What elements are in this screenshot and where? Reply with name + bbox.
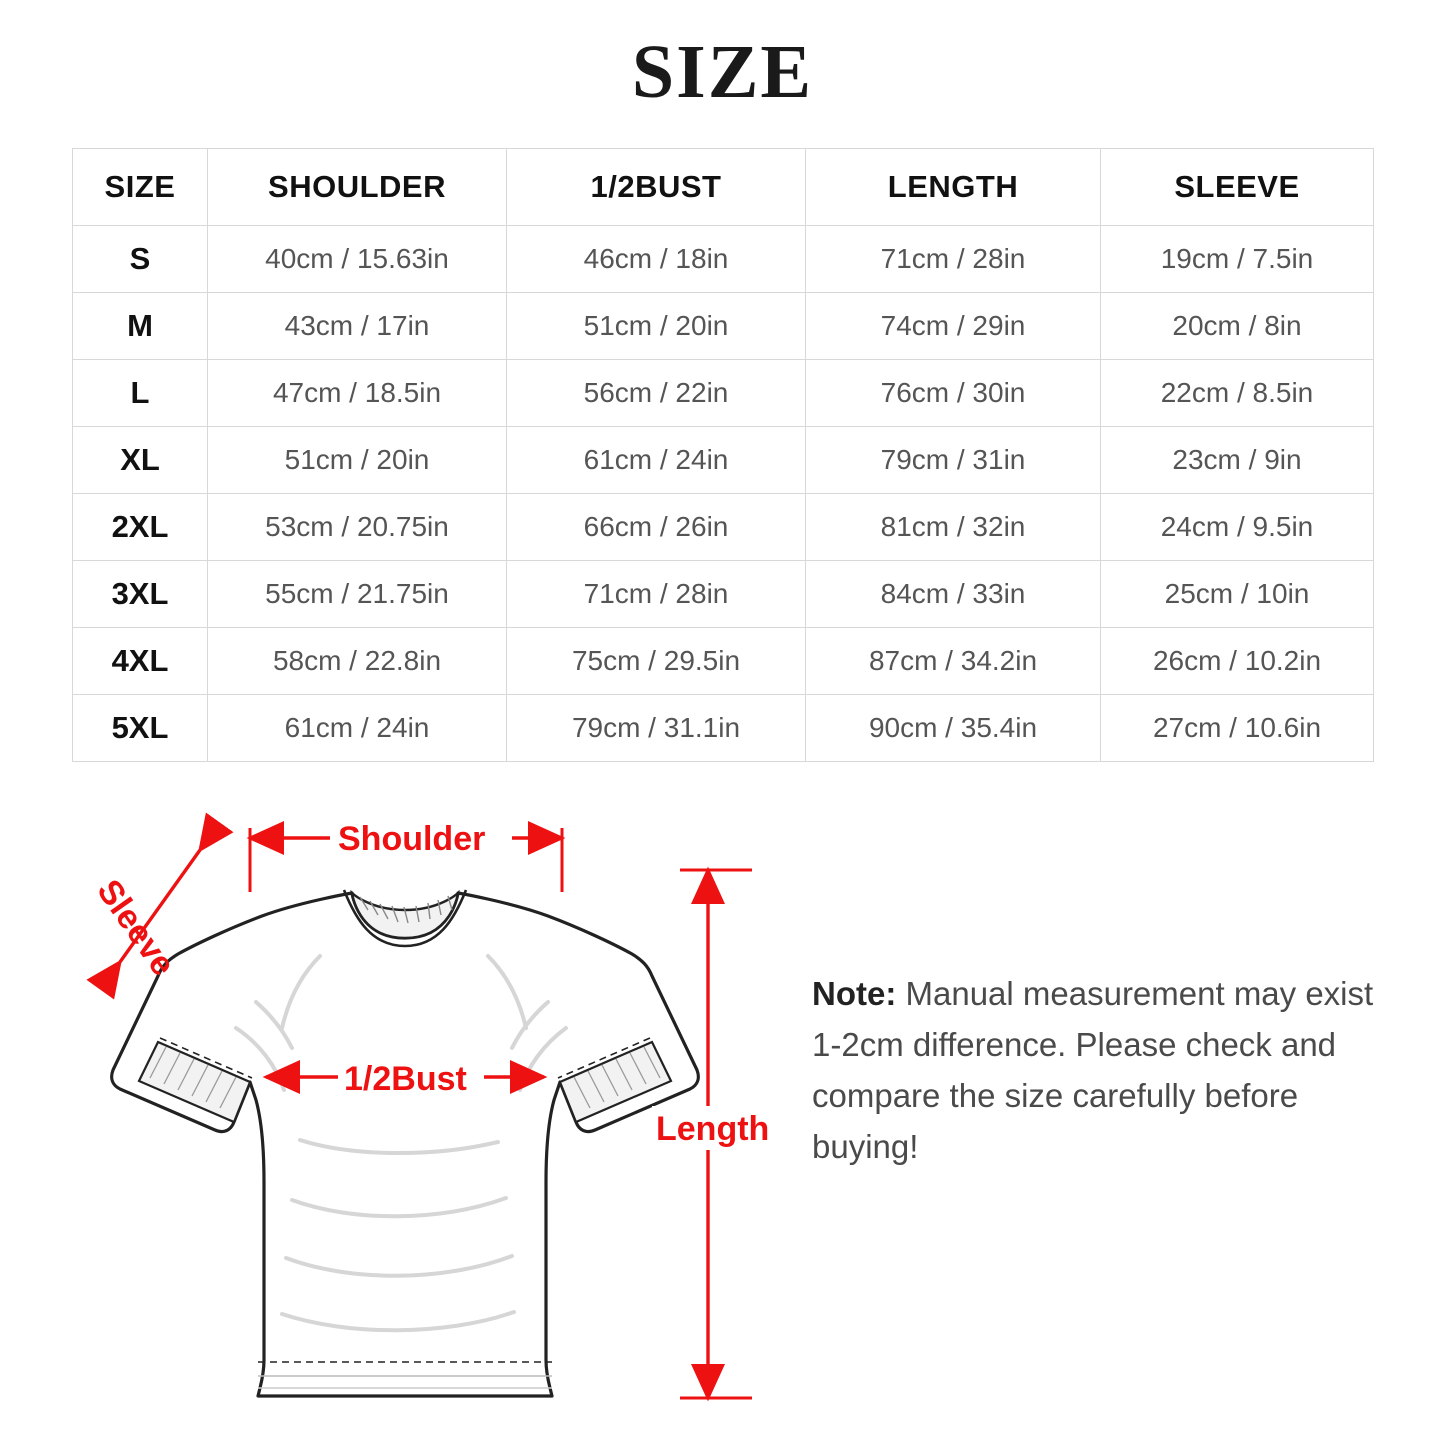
table-row [73,561,1374,628]
column-header-sleeve: SLEEVE [1101,149,1374,226]
size-chart-container [72,148,1373,762]
cell-size: XL [73,427,208,494]
table-row [73,695,1374,762]
table-row [73,293,1374,360]
cell-sleeve: 22cm / 8.5in [1101,360,1374,427]
cell-size: 2XL [73,494,208,561]
cell-shoulder: 53cm / 20.75in [208,494,507,561]
cell-shoulder: 58cm / 22.8in [208,628,507,695]
note-block [812,968,1397,1173]
length-dimension [652,870,769,1398]
table-row [73,360,1374,427]
cell-sleeve: 20cm / 8in [1101,293,1374,360]
column-header-shoulder: SHOULDER [208,149,507,226]
cell-sleeve: 27cm / 10.6in [1101,695,1374,762]
cell-bust: 75cm / 29.5in [507,628,806,695]
cell-shoulder: 47cm / 18.5in [208,360,507,427]
cell-size: 3XL [73,561,208,628]
cell-length: 71cm / 28in [806,226,1101,293]
table-row [73,494,1374,561]
cell-sleeve: 19cm / 7.5in [1101,226,1374,293]
cell-bust: 66cm / 26in [507,494,806,561]
table-row [73,226,1374,293]
cell-shoulder: 51cm / 20in [208,427,507,494]
cell-bust: 46cm / 18in [507,226,806,293]
cell-shoulder: 43cm / 17in [208,293,507,360]
cell-shoulder: 61cm / 24in [208,695,507,762]
table-row [73,427,1374,494]
page-title: SIZE [631,30,814,114]
shoulder-dimension [250,816,562,892]
cell-bust: 61cm / 24in [507,427,806,494]
length-label: Length [656,1110,770,1148]
table-header-row [73,149,1374,226]
cell-sleeve: 23cm / 9in [1101,427,1374,494]
cell-size: 4XL [73,628,208,695]
cell-length: 87cm / 34.2in [806,628,1101,695]
cell-size: 5XL [73,695,208,762]
cell-size: M [73,293,208,360]
cell-size: S [73,226,208,293]
cell-shoulder: 40cm / 15.63in [208,226,507,293]
shoulder-label: Shoulder [338,820,486,858]
cell-shoulder: 55cm / 21.75in [208,561,507,628]
cell-size: L [73,360,208,427]
cell-length: 84cm / 33in [806,561,1101,628]
column-header-length: LENGTH [806,149,1101,226]
cell-bust: 79cm / 31.1in [507,695,806,762]
cell-bust: 56cm / 22in [507,360,806,427]
half-bust-label: 1/2Bust [344,1060,467,1098]
size-chart-table [72,148,1374,762]
cell-length: 81cm / 32in [806,494,1101,561]
table-row [73,628,1374,695]
cell-sleeve: 24cm / 9.5in [1101,494,1374,561]
column-header-bust: 1/2BUST [507,149,806,226]
cell-sleeve: 26cm / 10.2in [1101,628,1374,695]
cell-bust: 71cm / 28in [507,561,806,628]
cell-sleeve: 25cm / 10in [1101,561,1374,628]
cell-length: 74cm / 29in [806,293,1101,360]
note-text: Manual measurement may exist 1-2cm difference. Please check and compare the size carefully before buying! [812,975,1374,1166]
cell-length: 76cm / 30in [806,360,1101,427]
cell-bust: 51cm / 20in [507,293,806,360]
tshirt-illustration [112,890,699,1396]
column-header-size: SIZE [73,149,208,226]
cell-length: 90cm / 35.4in [806,695,1101,762]
sleeve-label: Sleeve [89,872,183,983]
cell-length: 79cm / 31in [806,427,1101,494]
note-label: Note: [812,975,897,1012]
